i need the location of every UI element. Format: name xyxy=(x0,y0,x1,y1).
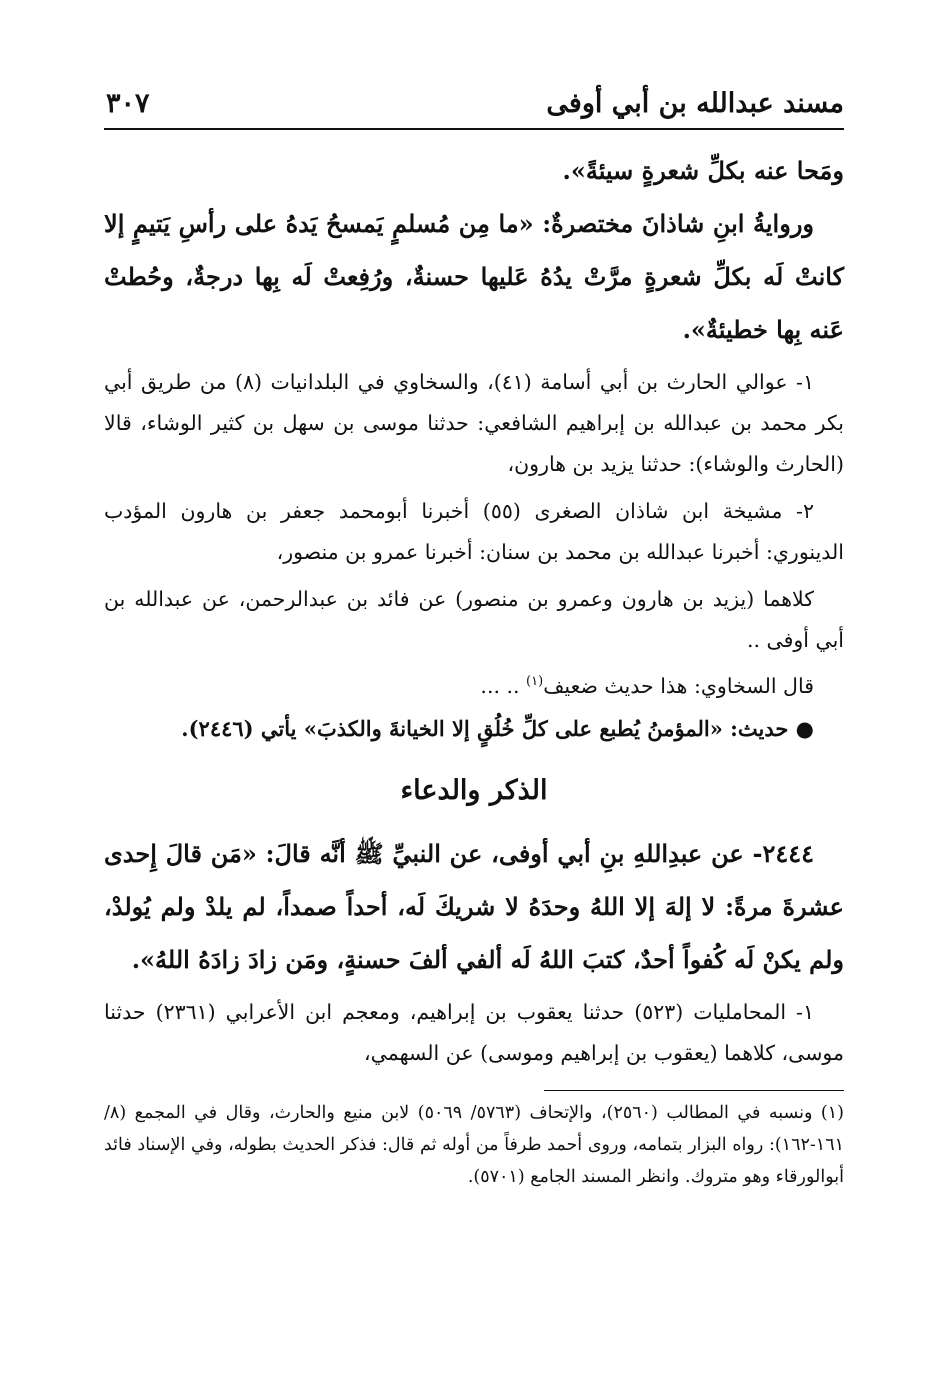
page-number: ٣٠٧ xyxy=(106,88,150,119)
section-heading: الذكر والدعاء xyxy=(400,774,548,806)
hadith-text-end: ومَحا عنه بكلِّ شعرةٍ سيئةً». xyxy=(562,156,844,185)
source-paragraph-4 xyxy=(104,661,844,707)
alternate-narration: وروايةُ ابنِ شاذانَ مختصرةٌ: «ما مِن مُسلمٍ يَمسحُ يَدهُ على رأسِ يَتيمٍ إلا كانتْ لَه بكلِّ شعرةٍ مرَّتْ يدُهُ عَليها حسنةٌ، ورُفِعتْ لَه بِها درجةٌ، وحُطتْ عَنه بِها خطيئةٌ». xyxy=(104,209,844,344)
source-paragraph-3: كلاهما (يزيد بن هارون وعمرو بن منصور) عن فائد بن عبدالرحمن، عن عبدالله بن أبي أوفى .. xyxy=(104,587,844,652)
sources-section-1 xyxy=(104,362,844,749)
source-paragraph-1: ١- عوالي الحارث بن أبي أسامة (٤١)، والسخاوي في البلدانيات (٨) من طريق أبي بكر محمد بن عبدالله بن إبراهيم الشافعي: حدثنا موسى بن سهل بن كثير الوشاء، قالا (الحارث والوشاء): حدثنا يزيد بن هارون، xyxy=(104,370,844,476)
page-header xyxy=(104,80,844,130)
running-title: مسند عبدالله بن أبي أوفى xyxy=(546,88,844,119)
cross-reference-bullet: ● حديث: «المؤمنُ يُطبع على كلِّ خُلُقٍ إلا الخيانةَ والكذبَ» يأتي (٢٤٤٦). xyxy=(181,715,814,741)
footnote xyxy=(104,1097,844,1193)
source-paragraph-2: ٢- مشيخة ابن شاذان الصغرى (٥٥) أخبرنا أبومحمد جعفر بن هارون المؤدب الدينوري: أخبرنا عبدالله بن محمد بن سنان: أخبرنا عمرو بن منصور، xyxy=(104,499,844,564)
book-page xyxy=(104,80,844,1193)
footnote-marker: (١) xyxy=(526,674,544,689)
footnote-text: (١) ونسبه في المطالب (٢٥٦٠)، والإتحاف (٥٧٦٣/ ٥٠٦٩) لابن منيع والحارث، وقال في المجمع (٨/ ١٦١-١٦٢): رواه البزار بتمامه، وروى أحمد طرفاً من أوله ثم قال: فذكر الحديث بطوله، وفي الإسناد فائد أبوالورقاء وهو متروك. وانظر المسند الجامع (٥٧٠١). xyxy=(104,1102,844,1187)
sources-section-2 xyxy=(104,992,844,1074)
sakhawi-verdict: قال السخاوي: هذا حديث ضعيف xyxy=(543,673,814,698)
previous-hadith-continuation xyxy=(104,144,844,356)
footnote-separator xyxy=(544,1090,844,1091)
source-paragraph-5: ١- المحامليات (٥٢٣) حدثنا يعقوب بن إبراهيم، ومعجم ابن الأعرابي (٢٣٦١) حدثنا موسى، كلاهما (يعقوب بن إبراهيم وموسى) عن السهمي، xyxy=(104,999,844,1065)
hadith-2444 xyxy=(104,827,844,986)
ellipsis: .. ... xyxy=(480,673,527,698)
hadith-2444-text: ٢٤٤٤- عن عبدِاللهِ بنِ أبي أوفى، عن النبيِّ ﷺ أنَّه قالَ: «مَن قالَ إِحدى عشرةَ مرةً: لا إلهَ إلا اللهُ وحدَهُ لا شريكَ لَه، أحداً صمداً، لم يلدْ ولم يُولدْ، ولم يكنْ لَه كُفواً أحدٌ، كتبَ اللهُ لَه ألفي ألفَ حسنةٍ، ومَن زادَ زادَهُ اللهُ». xyxy=(104,838,844,974)
